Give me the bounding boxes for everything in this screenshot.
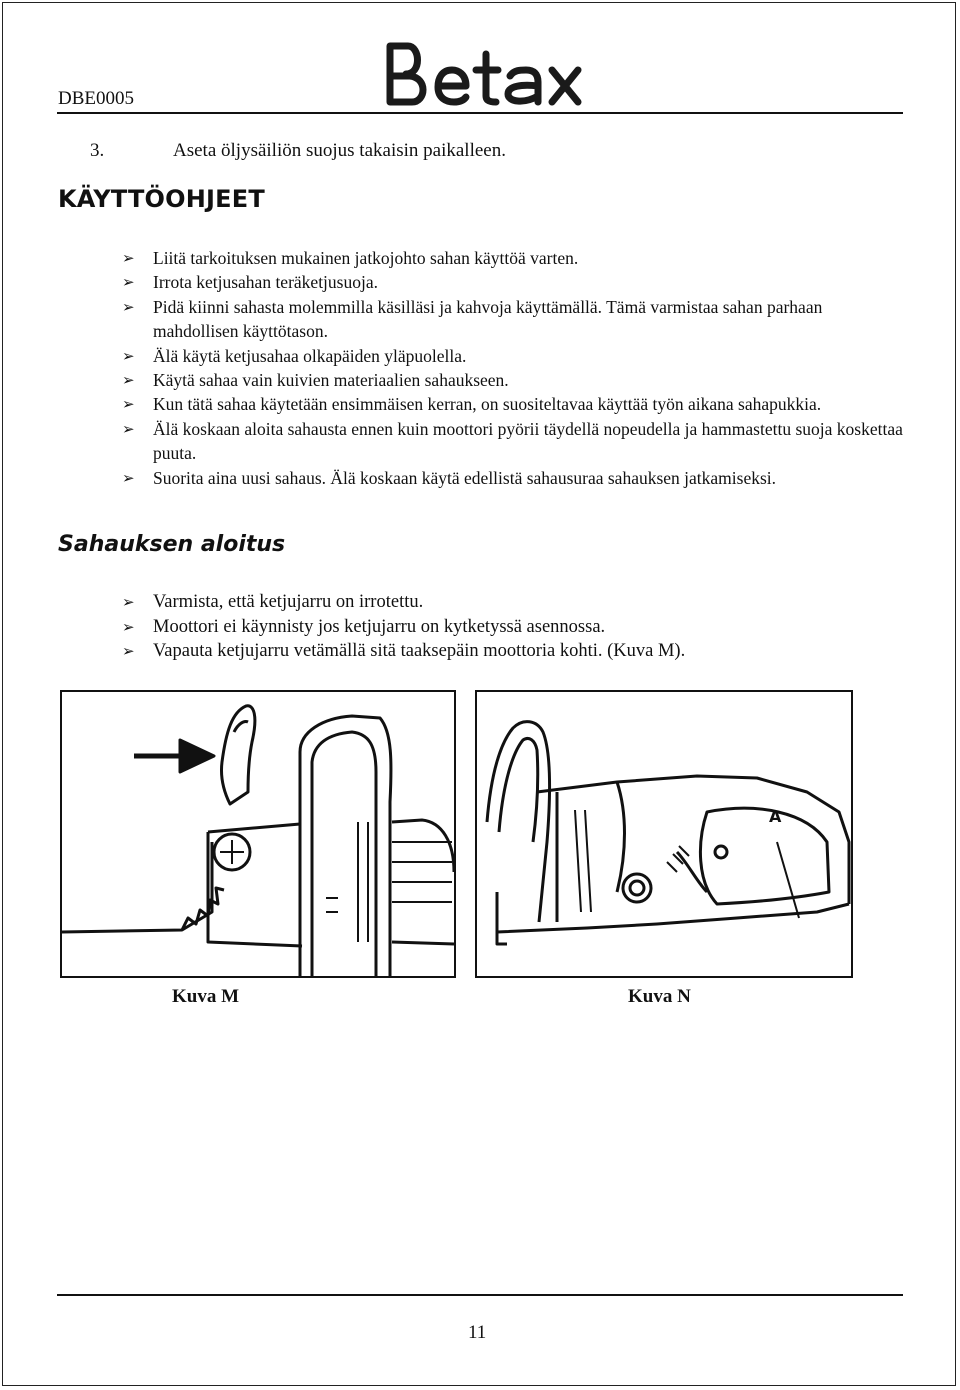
list-item: ➢ Liitä tarkoituksen mukainen jatkojohto sahan käyttöä varten.: [122, 246, 912, 270]
list-item: ➢ Suorita aina uusi sahaus. Älä koskaan käytä edellistä sahausuraa sahauksen jatkamiseksi.: [122, 466, 912, 490]
bullet-arrow-icon: ➢: [122, 346, 135, 365]
section-title-sahauksen-aloitus: Sahauksen aloitus: [58, 532, 286, 557]
bullet-arrow-icon: ➢: [122, 642, 135, 661]
step-number: 3.: [90, 140, 105, 161]
list-item: ➢ Pidä kiinni sahasta molemmilla käsilläsi ja kahvoja käyttämällä. Tämä varmistaa sahan parhaan mahdollisen käyttötason.: [122, 296, 823, 342]
list-item: ➢ Vapauta ketjujarru vetämällä sitä taaksepäin moottoria kohti. (Kuva M).: [122, 639, 912, 664]
list-item: ➢ Kun tätä sahaa käytetään ensimmäisen kerran, on suositeltavaa käyttää työn aikana sahapukkia.: [122, 392, 912, 416]
list-item: ➢ Älä käytä ketjusahaa olkapäiden yläpuolella.: [122, 344, 912, 368]
betax-logo: [382, 40, 584, 110]
chainsaw-brake-illustration: [62, 692, 454, 976]
list-item: ➢ Varmista, että ketjujarru on irrotettu.: [122, 590, 912, 615]
label-a: A: [769, 807, 782, 826]
bullet-arrow-icon: ➢: [122, 249, 135, 267]
list-item: ➢ Käytä sahaa vain kuivien materiaalien sahaukseen.: [122, 368, 912, 392]
caption-kuva-m: Kuva M: [172, 986, 240, 1007]
page-number: 11: [468, 1322, 487, 1343]
start-cutting-list: [122, 590, 912, 664]
bullet-arrow-icon: ➢: [122, 593, 135, 611]
step-text: Aseta öljysäiliön suojus takaisin paikalleen.: [173, 140, 506, 161]
list-item: ➢ Moottori ei käynnisty jos ketjujarru on kytketyssä asennossa.: [122, 615, 912, 640]
document-code: DBE0005: [58, 88, 134, 109]
bullet-arrow-icon: ➢: [122, 468, 135, 487]
bullet-arrow-icon: ➢: [122, 617, 135, 636]
bullet-arrow-icon: ➢: [122, 297, 135, 316]
figure-n-chainsaw: [475, 690, 853, 978]
footer-rule: [57, 1294, 903, 1296]
caption-kuva-n: Kuva N: [628, 986, 691, 1007]
bullet-arrow-icon: ➢: [122, 419, 135, 438]
step-3: [90, 140, 506, 162]
list-item: ➢ Irrota ketjusahan teräketjusuoja.: [122, 270, 912, 294]
section-title-kayttoohjeet: KÄYTTÖOHJEET: [58, 185, 265, 213]
bullet-arrow-icon: ➢: [122, 273, 135, 292]
list-item: ➢ Älä koskaan aloita sahausta ennen kuin moottori pyörii täydellä nopeudella ja hammastettu suoja koskettaa puuta.: [122, 418, 903, 464]
chainsaw-side-illustration: [477, 692, 851, 976]
bullet-arrow-icon: ➢: [122, 371, 135, 390]
bullet-arrow-icon: ➢: [122, 395, 135, 414]
figure-m-chain-brake: [60, 690, 456, 978]
instructions-list: [122, 246, 912, 490]
header-rule: [57, 112, 903, 114]
